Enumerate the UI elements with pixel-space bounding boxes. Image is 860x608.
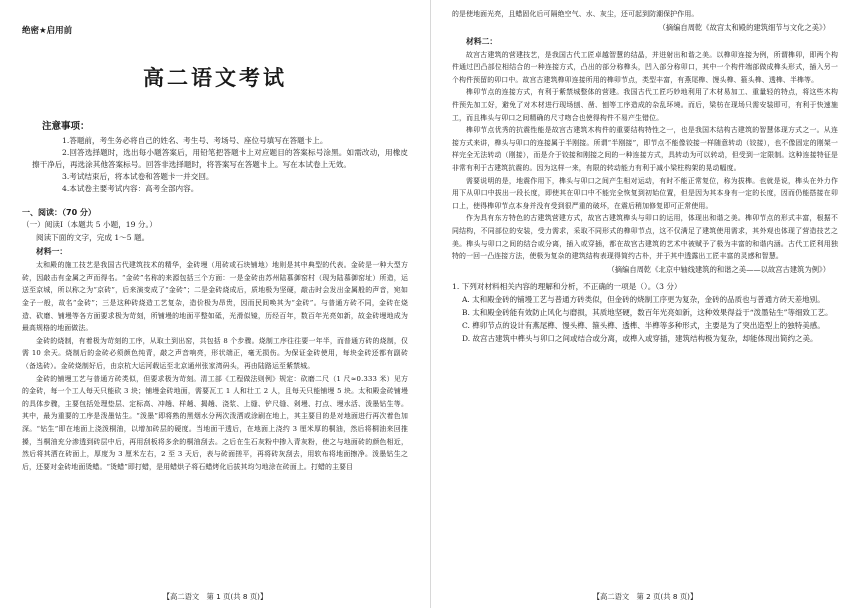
page-footer: 【高二语文 第 1 页(共 8 页)】 [162, 592, 268, 601]
source-citation: （摘编自周乾《北京中轴线建筑的和谐之美——以故宫古建筑为例》） [607, 264, 830, 274]
note-item: 1.答题前，考生务必将自己的姓名、考生号、考场号、座位号填写在答题卡上。 [62, 136, 328, 145]
material-2-paragraph: 需要说明的是，地震作用下，榫头与卯口之间产生相对运动，有时不能正常复位，称为拔榫。也就是说，榫头在外力作用下从卯口中拔出一段长度，即使其在卯口中不能完全恢复到初始位置，但是因为其本身有一定的长度，因而仍能搭接在卯口上，使得榫卯节点本身并没有受到很严重的破坏，在震后稍加修复即可正常使用。 [452, 176, 838, 210]
sub-section-heading: （一）阅读Ⅰ（本题共 5 小题，19 分。） [22, 220, 157, 229]
note-item: 2.回答选择题时，选出每小题答案后，用铅笔把答题卡上对应题目的答案标号涂黑。如需改动，用橡皮擦干净后，再选涂其他答案标号。回答非选择题时，将答案写在答题卡上。写在本试卷上无效。 [32, 148, 408, 169]
material-1-continuation: 的是使地面光亮，且蜡固化后可隔绝空气、水、灰尘，还可起到防潮保护作用。 [452, 10, 699, 18]
question-1-option-b: B. 太和殿金砖能有效防止风化与磨损，其质地坚硬，数百年光亮如新，这种效果得益于“泼墨钻生”等细致工艺。 [462, 307, 833, 317]
instruction-text: 阅读下面的文字，完成 1～5 题。 [36, 232, 150, 242]
page-footer: 【高二语文 第 2 页(共 8 页)】 [592, 592, 698, 601]
material-2-paragraph: 作为具有东方特色的古建筑营建方式，故宫古建筑榫头与卯口的运用，体现出和谐之美。榫卯节点的形式丰富，根据不同结构，不同部位的安装，受力需求，采取不同形式的榫卯节点，这不仅满足了建筑使用需求，其外观也体现了营造技艺之美。榫头与卯口之间的结合或分离，插入或穿插，都在故宫古建筑的艺术中被赋予了极为丰富的和谐内涵。古代工匠利用独特的一回一凸连接方法，使极为复杂的建筑结构表现得简约古朴，并于其中透露出工匠丰富的灵感和智慧。 [452, 214, 838, 261]
material-2-paragraph: 榫卯节点的连接方式，有利于紫禁城整体的营建。我国古代工匠巧妙地利用了木材易加工、重量轻的特点，将这些木构件预先加工好，避免了对木材进行现场刨、凿、刨等工序造成的杂乱环境。而后，梁枋在现场只需安装即可，有利于快速施工，而且榫头与卯口之间精确的尺寸吻合也使得构件不易产生错位。 [452, 88, 838, 122]
right-column [430, 0, 860, 608]
material-2-paragraph: 榫卯节点优秀的抗震性能是故宫古建筑木构件的重要结构特性之一，也是我国木结构古建筑的智慧体现方式之一。从连接方式来讲，榫头与卯口的连接属于半刚接。所谓“半刚接”，即节点不能像铰接一样随意转动（铰接），也不像固定的刚架一样完全无法转动（刚接），而是介于铰接和刚接之间的一种连接方式，具转动为可以转动，但受到一定限制。这种连接特征是非常有利于古建筑抗震的。因为这样一来，有限的转动能力有利于减小梁柱构架的晃动幅度。 [452, 126, 838, 172]
source-citation: （摘编自周乾《故宫太和殿的建筑细节与文化之美》） [658, 22, 830, 32]
secret-label: 绝密★启用前 [22, 26, 73, 36]
material-1-paragraph: 金砖的铺墁工艺与普通方砖类似，但要求极为苛刻。清工部《工程做法则例》规定：砍磨二尺（1 尺≈0.333 米）见方的金砖，每一个工人每天只能砍 3 块；铺墁金砖地面，需要瓦工 1 人和壮工 2 人，且每天只能铺墁 5 块。太和殿金砖铺墁的具体步骤，主要包括处理垫层、定标高、冲趟、样趟、揭趟、浇浆、上缝、铲尺缝、剁墁、打点、墁水活、泼墨钻生等。其中，最为重要的工序是泼墨钻生。“泼墨”即将熟的黑烟水分两次泼洒或涂刷在地上，其主要目的是对地面进行再次着色加深。“钻生”即在地面上浇泼桐油，以增加砖层的硬度。当地面干透后，在地面上浇约 3 厘米厚的桐油，然后将桐油来回推搡，当桐油充分渗透到砖层中后，再用刮板将多余的桐油刮去。之后在生石灰粉中掺入青灰粉，使之与地面砖的颜色相近，然后将其洒在砖面上，厚度为 3 厘米左右，2 至 3 天后，表与砖面搓平，再将砖灰刮去，用软布将地面擦净。泼墨钻生之后，还要对金砖地面烫蜡。“烫蜡”即打蜡，是用蜡烘子将石蜡烤化后拔其均匀地涂在砖面上。打蜡的主要目 [22, 374, 408, 471]
material-1-paragraph: 金砖的烧制，有着极为苛刻的工序，从取土到出窑，共包括 8 个步骤。烧制工序往往要一年半，而普通方砖的烧制，仅需 10 余天。烧制后的金砖必须颜色纯青，敲之声音响亮，形状端正，毫无损伤。为保证金砖使用，每块金砖还都有副砖（备选砖）。金砖烧制好后，由京杭大运河载运至北京通州张家湾码头，再由陆路运至紫禁城。 [22, 336, 408, 370]
material-2-label: 材料二： [466, 36, 498, 46]
notes-heading: 注意事项： [42, 121, 90, 132]
question-1-option-d: D. 故宫古建筑中榫头与卯口之间或结合或分离，或榫入或穿插，建筑结构极为复杂，却能体现出简约之美。 [462, 333, 818, 343]
material-1-paragraph: 太和殿的施工技艺是我国古代建筑技术的精华，金砖墁（用砖或石块铺地）地则是其中典型的代表。金砖是一种大型方砖，因敲击有金属之声而得名。“金砖”名称的来源包括三个方面：一是金砖由苏州陆慕御窑村（现为陆慕御窑址）所造，运送至京城，所以称之为“京砖”，后来演变成了“金砖”；二是金砖烧成后，质地极为坚硬，敲击时会发出金属般的声音，宛如金子一般，故名“金砖”；三是这种砖烧造工艺复杂，造价极为昂贵，因而民间唤其为“金砖”。与普通方砖不同，金砖在烧造、砍磨、铺墁等各方面要求极为苛刻，所铺墁的地面平整如砥，光滑似镜，历经百年，数百年光亮如新，故金砖墁地成为最高规格的地面做法。 [22, 261, 408, 333]
material-1-label: 材料一： [36, 247, 68, 257]
question-1-option-a: A. 太和殿金砖的铺墁工艺与普通方砖类似，但金砖的烧制工序更为复杂，金砖的品质也与普通方砖天差地别。 [462, 294, 825, 304]
note-item: 4.本试卷主要考试内容：高考全部内容。 [62, 184, 199, 193]
page-title: 高二语文考试 [143, 66, 287, 90]
section-heading: 一、阅读：（70 分） [22, 208, 96, 217]
material-2-paragraph: 故宫古建筑的营建技艺，是我国古代工匠卓越智慧的结晶，并迸射出和谐之美。以榫卯连接为例，所谓榫卯，即两个构件通过凹凸部位相结合的一种连接方式，凸出的部分称榫头，凹入部分称卯口，其中一个构件端部做成榫头形式，插入另一个构件预留的卯口中。故宫古建筑榫卯连接所用的榫卯节点，类型丰富，有燕尾榫、馒头榫、箍头榫、透榫、半榫等。 [452, 50, 838, 84]
question-1-stem: 1. 下列对材料相关内容的理解和分析，不正确的一项是（）。（3 分） [452, 281, 682, 291]
note-item: 3.考试结束后，将本试卷和答题卡一并交回。 [62, 172, 214, 181]
question-1-option-c: C. 榫卯节点的设计有燕尾榫、馒头榫、箍头榫、透榫、半榫等多种形式，主要是为了突出造型上的独特美感。 [462, 320, 825, 330]
